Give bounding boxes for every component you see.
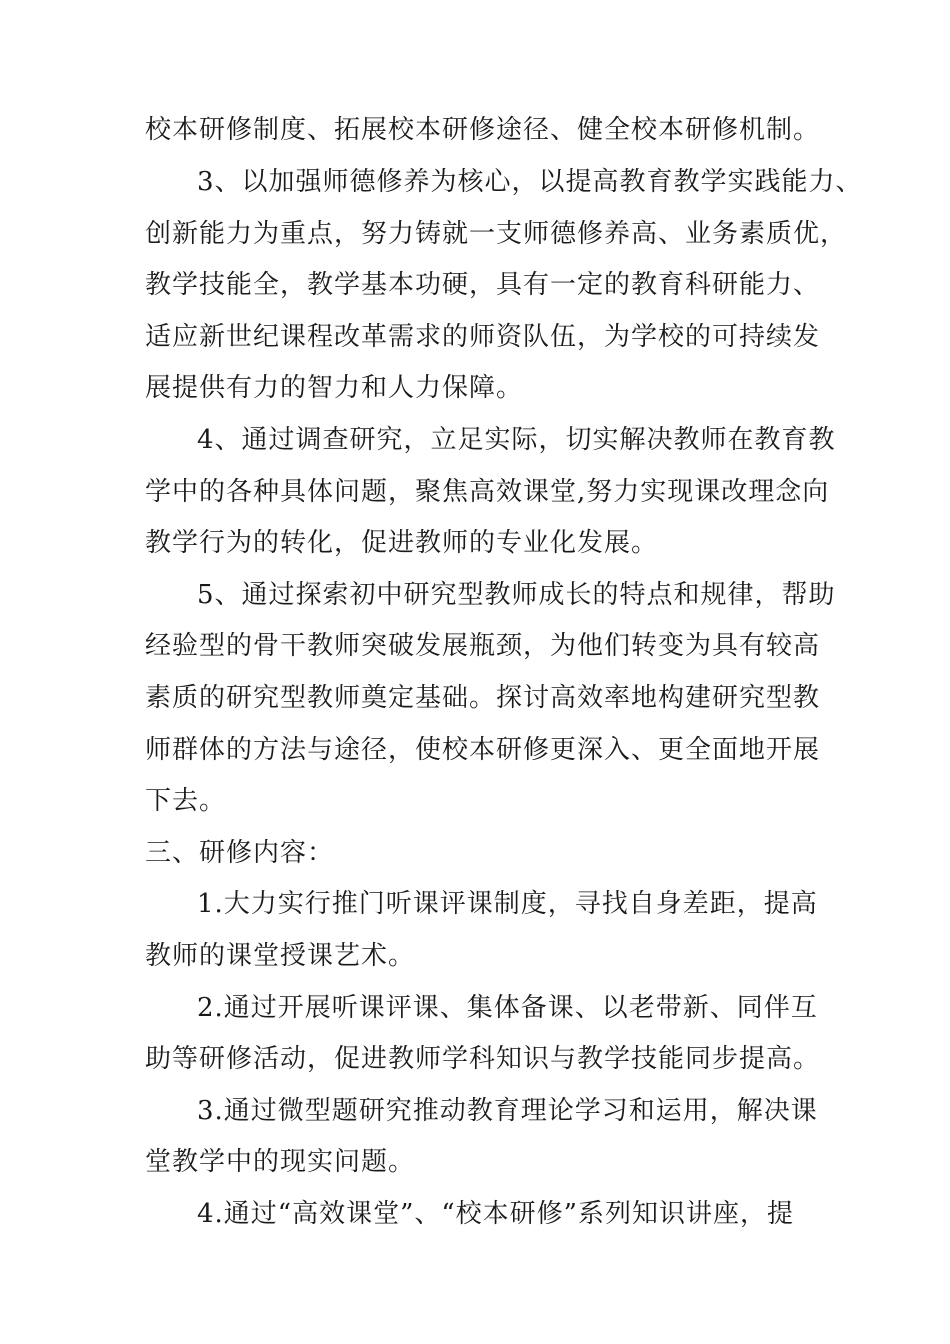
text-line: 经验型的骨干教师突破发展瓶颈，为他们转变为具有较高 — [145, 631, 821, 661]
paragraph-start: 1.大力实行推门听课评课制度，寻找自身差距，提高 — [197, 889, 818, 919]
text-line: 校本研修制度、拓展校本研修途径、健全校本研修机制。 — [145, 115, 821, 145]
text-line: 展提供有力的智力和人力保障。 — [145, 373, 524, 403]
paragraph-start: 4.通过“高效课堂”、“校本研修”系列知识讲座，提 — [197, 1199, 794, 1229]
paragraph-start: 4、通过调查研究，立足实际，切实解决教师在教育教 — [197, 425, 836, 455]
text-line: 教学技能全，教学基本功硬，具有一定的教育科研能力、 — [145, 270, 821, 300]
text-line: 素质的研究型教师奠定基础。探讨高效率地构建研究型教 — [145, 683, 821, 713]
text-line: 助等研修活动，促进教师学科知识与教学技能同步提高。 — [145, 1044, 821, 1074]
paragraph-start: 3、以加强师德修养为核心，以提高教育教学实践能力、 — [197, 167, 863, 197]
paragraph-start: 2.通过开展听课评课、集体备课、以老带新、同伴互 — [197, 993, 818, 1023]
text-line: 学中的各种具体问题，聚焦高效课堂,努力实现课改理念向 — [145, 477, 830, 507]
text-line: 下去。 — [145, 786, 227, 816]
text-line: 教师的课堂授课艺术。 — [145, 941, 416, 971]
section-heading: 三、研修内容： — [145, 838, 335, 868]
text-line: 堂教学中的现实问题。 — [145, 1147, 416, 1177]
paragraph-start: 5、通过探索初中研究型教师成长的特点和规律，帮助 — [197, 580, 836, 610]
text-line: 创新能力为重点，努力铸就一支师德修养高、业务素质优， — [145, 219, 848, 249]
text-line: 适应新世纪课程改革需求的师资队伍，为学校的可持续发 — [145, 322, 821, 352]
paragraph-start: 3.通过微型题研究推动教育理论学习和运用，解决课 — [197, 1096, 818, 1126]
text-line: 教学行为的转化，促进教师的专业化发展。 — [145, 528, 659, 558]
text-line: 师群体的方法与途径，使校本研修更深入、更全面地开展 — [145, 735, 821, 765]
